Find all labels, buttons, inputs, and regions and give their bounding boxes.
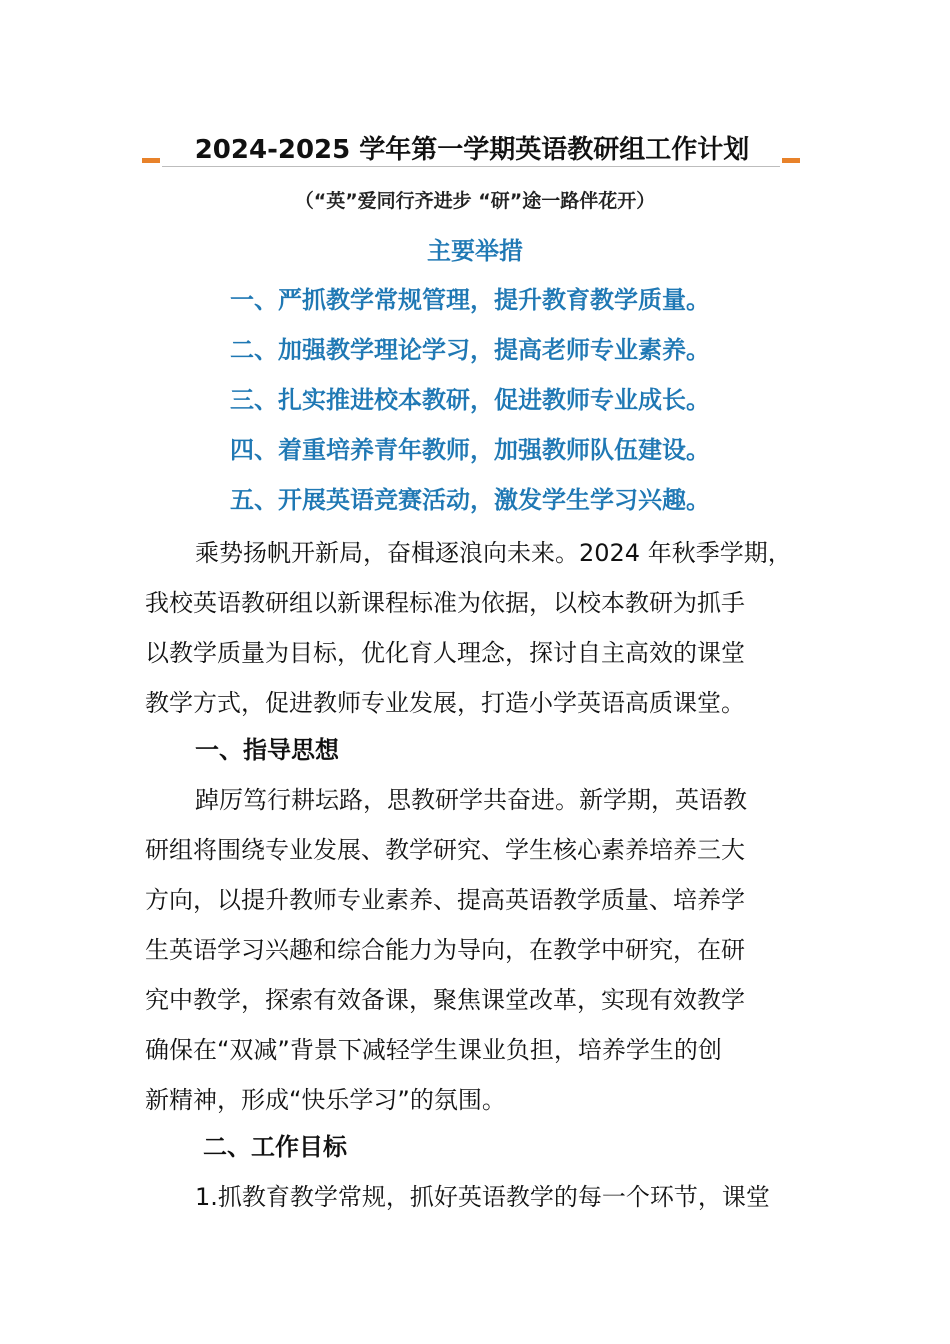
paragraph-line: 新精神，形成“快乐学习”的氛围。 <box>145 1086 506 1114</box>
intro-paragraph <box>145 528 835 728</box>
paragraph-line: 以教学质量为目标，优化育人理念，探讨自主高效的课堂 <box>145 639 745 667</box>
paragraph-line: 研组将围绕专业发展、教学研究、学生核心素养培养三大 <box>145 836 745 864</box>
paragraph-line: 踔厉笃行耕坛路，思教研学共奋进。新学期，英语教 <box>195 786 747 814</box>
document-title: 2024-2025 学年第一学期英语教研组工作计划 <box>194 135 750 165</box>
paragraph-line: 乘势扬帆开新局，奋楫逐浪向未来。2024 年秋季学期， <box>195 539 792 567</box>
section1-paragraph <box>145 775 835 1125</box>
main-measures-heading: 主要举措 <box>427 237 523 265</box>
paragraph-line: 教学方式，促进教师专业发展，打造小学英语高质课堂。 <box>145 689 745 717</box>
measure-item: 五、开展英语竞赛活动，激发学生学习兴趣。 <box>230 486 710 514</box>
section-heading-guiding-ideology: 一、指导思想 <box>195 736 339 764</box>
measure-item: 四、着重培养青年教师，加强教师队伍建设。 <box>230 436 710 464</box>
title-underline <box>162 166 780 167</box>
measure-item: 二、加强教学理论学习，提高老师专业素养。 <box>230 336 710 364</box>
title-mark-right <box>782 158 800 163</box>
measure-item: 三、扎实推进校本教研，促进教师专业成长。 <box>230 386 710 414</box>
title-mark-left <box>142 158 160 163</box>
measure-item: 一、严抓教学常规管理，提升教育教学质量。 <box>230 286 710 314</box>
section-heading-work-goals: 二、工作目标 <box>203 1133 347 1161</box>
document-subtitle: （“英”爱同行齐进步 “研”途一路伴花开） <box>294 190 656 212</box>
measures-list <box>0 282 940 532</box>
paragraph-line: 究中教学，探索有效备课，聚焦课堂改革，实现有效教学 <box>145 986 745 1014</box>
paragraph-line: 方向，以提升教师专业素养、提高英语教学质量、培养学 <box>145 886 745 914</box>
paragraph-line: 确保在“双减”背景下减轻学生课业负担，培养学生的创 <box>145 1036 722 1064</box>
paragraph-line: 我校英语教研组以新课程标准为依据，以校本教研为抓手 <box>145 589 745 617</box>
title-block <box>140 130 802 172</box>
paragraph-line: 生英语学习兴趣和综合能力为导向，在教学中研究，在研 <box>145 936 745 964</box>
paragraph-line: 1.抓教育教学常规，抓好英语教学的每一个环节，课堂 <box>195 1183 770 1211</box>
section2-paragraph <box>145 1172 835 1222</box>
